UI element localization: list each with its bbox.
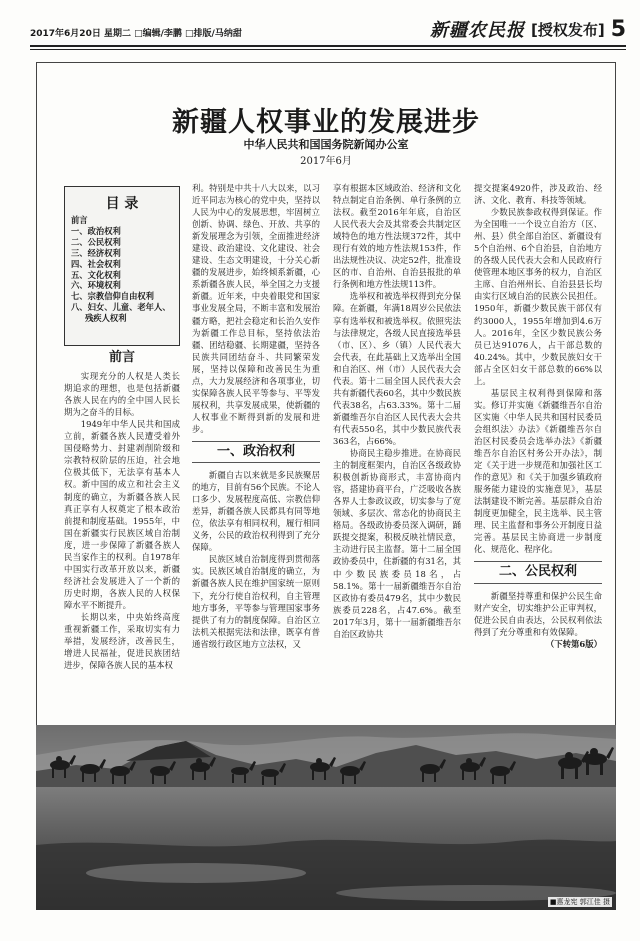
article-title: 新疆人权事业的发展进步	[172, 107, 480, 138]
toc-item[interactable]: 五、文化权利	[71, 269, 121, 280]
paragraph: 协商民主稳步推进。在协商民主的制度框架内，自治区各级政协积极创新协商形式，丰富协商内容，搭建协商平台，广泛吸收各族各界人士参政议政，切实参与了宽领域、多层次、常态化的协商民主格局。各级政协委员深入调研，踊跃提交提案，积极反映社情民意，主动进行民主监督。第十二届全国政协委员中，住新疆的有31名，其中少数民族委员18名，占58.1%。第十一届新疆维吾尔自治区政协有委员479名，其中少数民族委员228名，占47.6%。截至2017年3月，第十一届新疆维吾尔自治区政协共	[333, 448, 461, 639]
masthead	[30, 14, 626, 44]
column-3	[333, 182, 461, 640]
toc-list	[71, 215, 171, 324]
toc-item[interactable]: 八、妇女、儿童、老年人、	[71, 302, 171, 313]
toc-item[interactable]: 七、宗教信仰自由权利	[71, 291, 154, 302]
column-1	[64, 352, 180, 671]
paragraph: 民族区域自治制度得到贯彻落实。民族区域自治制度的确立，为新疆各族人民在维护国家统一原则下，充分行使自治权利，自主管理地方事务，平等参与管理国家事务提供了有力的制度保障。自治区立法机关根据宪法和法律，既享有普通省级行政区地方立法权，又	[192, 554, 320, 649]
column-2	[192, 182, 320, 650]
paragraph	[474, 590, 602, 649]
paragraph: 少数民族参政权得到保证。作为全国唯一一个设立自治方（区、州、县）供全部自治区、新疆设有5个自治州、6个自治县，自治地方的各级人民代表大会和人民政府行使管理本地区事务的权力，自治区主席、自治州州长、自治县县长均由实行区域自治的民族公民担任。1950年，新疆少数民族干部仅有约3000人，1955年增加到4.6万人。2016年，全区少数民族公务员已达91076人，占干部总数的40.24%。其中，少数民族妇女干部占全区妇女干部总数的66%以上。	[474, 207, 602, 386]
paper-name: 新疆农民报	[429, 20, 525, 41]
toc-item[interactable]: 残疾人权利	[85, 313, 127, 324]
masthead-rule-thin	[30, 49, 626, 50]
paragraph: 选举权和被选举权得到充分保障。在新疆，年满18周岁公民依法享有选举权和被选举权。依照宪法与法律规定，各级人民直接选举县（市、区）、乡（镇）人民代表大会代表，在此基础上又选举出全国和自治区、州（市）人民代表大会代表。第十二届全国人民代表大会共有新疆代表60名，其中少数民族代表38名，占63.33%。第十二届新疆维吾尔自治区人民代表大会共有代表550名，其中少数民族代表363名，占66%。	[333, 291, 461, 446]
section-2-heading: 二、公民权利	[498, 564, 577, 580]
toc-heading: 目 录	[105, 196, 139, 212]
toc-item[interactable]: 二、公民权利	[71, 236, 121, 247]
toc-item[interactable]: 一、政治权利	[71, 225, 121, 236]
toc-item[interactable]: 四、社会权利	[71, 258, 121, 269]
continued-note: （下转第6版）	[545, 638, 602, 649]
date-line: 2017年6月20日 星期二 □编辑/李鹏 □排版/马纳甜	[30, 29, 242, 39]
preface-heading: 前言	[108, 350, 135, 365]
article-date: 2017年6月	[300, 156, 352, 167]
paragraph: 长期以来，中央始终高度重视新疆工作，采取切实有力举措，发展经济，改善民生，增进人民福祉，促进民族团结进步，保障各族人民的基本权	[64, 611, 180, 671]
divider	[474, 561, 602, 562]
table-of-contents	[64, 186, 180, 346]
column-4	[474, 182, 602, 650]
paragraph: 1949年中华人民共和国成立前，新疆各族人民遭受着外国侵略势力、封建剥削阶级和宗教特权阶层的压迫，社会地位极其低下，无法享有基本人权。新中国的成立和社会主义制度的确立，为新疆各族人民真正享有人权奠定了根本政治前提和制度基础。1955年，中国在新疆实行民族区域自治制度，进一步保障了新疆各族人民当家作主的权利。自1978年中国实行改革开放以来，新疆经济社会发展进入了一个新的历史时期，各族人民的人权保障水平不断提升。	[64, 419, 180, 610]
paragraph: 享有根据本区域政治、经济和文化特点制定自治条例、单行条例的立法权。截至2016年年底，自治区人民代表大会及其常委会共制定区域特色的地方性法规372件，其中现行有效的地方性法规153件，作出法规性决议、决定52件，批准设区的市、自治州、自治县报批的单行条例和地方性法规113件。	[333, 183, 461, 290]
photo-credit: ■惠龙宪 郭江佳 摄	[549, 898, 610, 906]
masthead-right	[430, 16, 626, 42]
toc-item[interactable]: 六、环境权利	[71, 280, 121, 291]
paragraph: 实现充分的人权是人类长期追求的理想，也是包括新疆各族人民在内的全中国人民长期为之奋斗的目标。	[64, 371, 180, 418]
article-byline: 中华人民共和国国务院新闻办公室	[243, 138, 409, 151]
divider	[192, 462, 320, 463]
page-number: 5	[610, 16, 626, 42]
section-1-heading: 一、政治权利	[216, 443, 295, 459]
masthead-rule	[30, 45, 626, 47]
camel-caravan-photo	[36, 725, 616, 910]
section-tag: [授权发布]	[530, 20, 605, 39]
landscape-photo	[36, 725, 616, 910]
paragraph: 基层民主权利得到保障和落实。修订并实施《新疆维吾尔自治区实施〈中华人民共和国村民委员会组织法〉办法》《新疆维吾尔自治区村民委员会选举办法》《新疆维吾尔自治区村务公开办法》，制定《关于进一步规范和加强社区工作的意见》和《关于加强乡镇政府服务能力建设的实施意见》，基层法制建设不断完善。基层群众自治制度更加健全，民主选举、民主管理、民主监督和事务公开制度日益完善。基层民主协商进一步制度化、规范化、程序化。	[474, 387, 602, 555]
paragraph-text: 新疆坚持尊重和保护公民生命财产安全，切实维护公正审判权，促进公民自由表达，公民权利依法得到了充分尊重和有效保障。	[474, 590, 602, 637]
divider	[474, 583, 602, 584]
paragraph: 提交提案4920件，涉及政治、经济、文化、教育、科技等领域。	[474, 183, 602, 206]
paragraph: 利。特别是中共十八大以来，以习近平同志为核心的党中央，坚持以人民为中心的发展思想，牢固树立创新、协调、绿色、开放、共享的新发展理念为引领，全面推进经济建设、政治建设、文化建设、社会建设、生态文明建设，十分关心新疆的发展进步，始终倾系新疆，心系新疆各族人民，举全国之力支援新疆。近年来，中央着眼党和国家事业发展全局，不断丰富和发展治疆方略，把社会稳定和长治久安作为新疆工作总目标，坚持依法治疆、团结稳疆、长期建疆，坚持各民族共同团结奋斗、共同繁荣发展，坚持以保障和改善民生为重点，大力发展经济和各项事业，切实保障各族人民平等参与、平等发展权利，共享发展成果，使新疆的人权事业不断得到新的发展和进步。	[192, 183, 320, 434]
toc-item[interactable]: 三、经济权利	[71, 247, 121, 258]
divider	[192, 441, 320, 442]
toc-item[interactable]: 前言	[71, 215, 88, 225]
paragraph: 新疆自古以来就是多民族聚居的地方，目前有56个民族。不论人口多少、发展程度高低、宗教信仰差异，新疆各族人民都具有同等地位，依法享有相同权利，履行相同义务，公民的政治权利得到了充分保障。	[192, 470, 320, 553]
